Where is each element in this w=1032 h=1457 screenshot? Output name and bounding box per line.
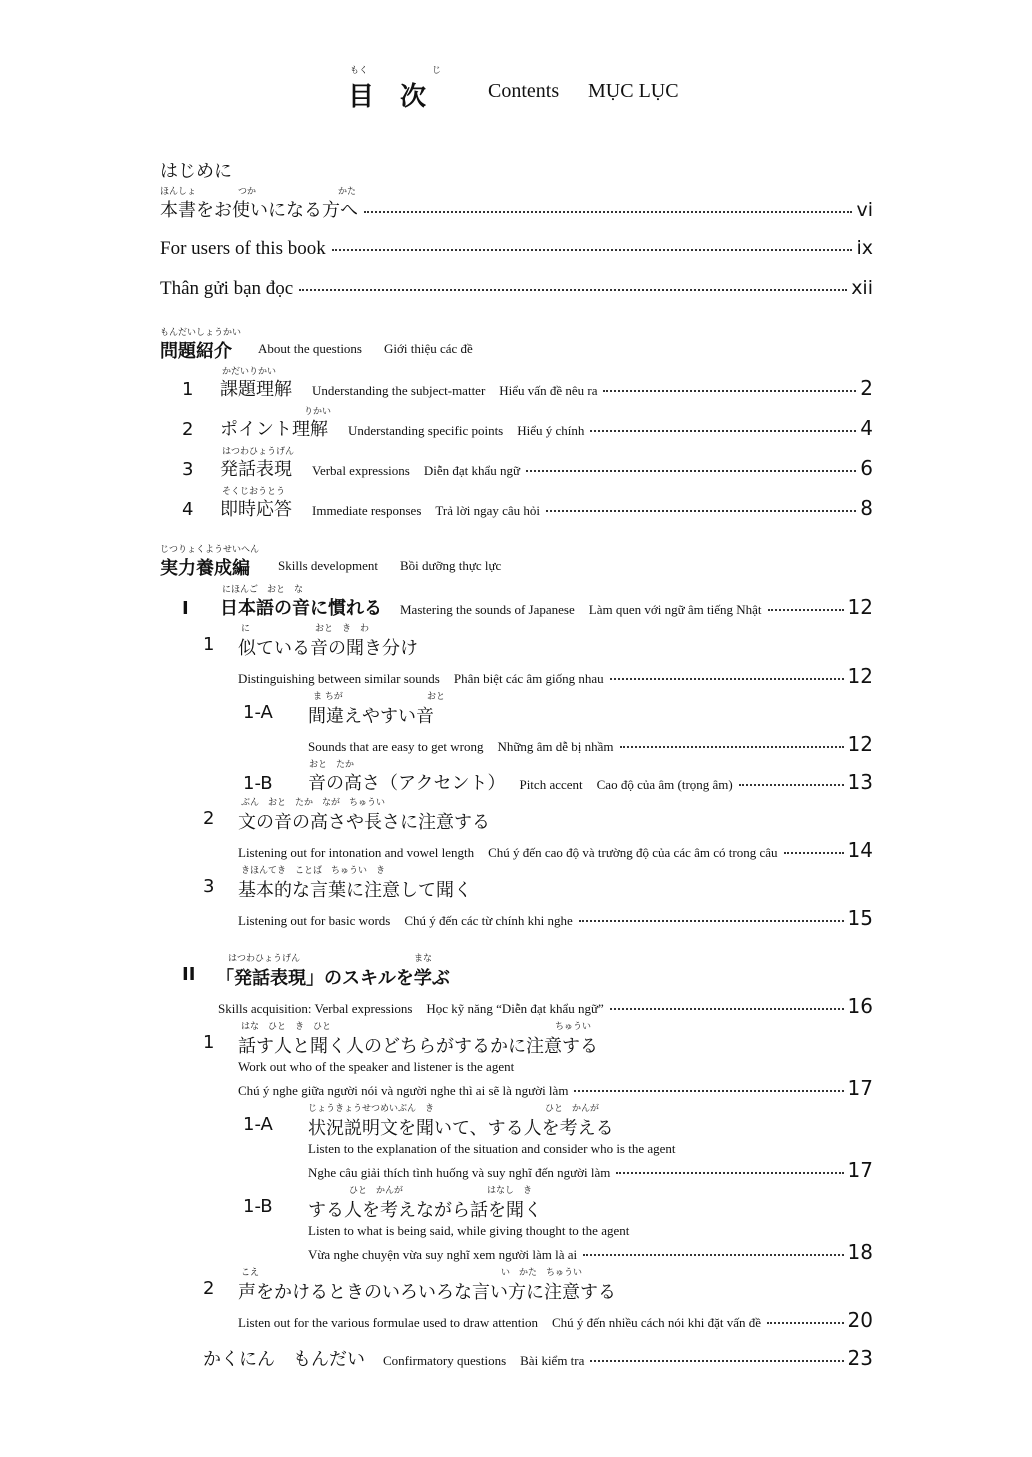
title-ruby-1: もく xyxy=(350,66,369,76)
dot-leader xyxy=(583,1254,843,1256)
ruby: おと き わ xyxy=(315,624,370,634)
entry-vi: Chú ý đến nhiều cách nói khi đặt vấn đề xyxy=(552,1315,762,1330)
entry-desc-line xyxy=(308,1240,873,1264)
entry-en: Listening out for intonation and vowel length xyxy=(238,845,475,860)
entry-vi: Làm quen với ngữ âm tiếng Nhật xyxy=(588,602,762,617)
toc-label: 本書をお使いになる方へ xyxy=(160,200,358,221)
entry-jp: かくにん もんだい xyxy=(203,1349,365,1370)
ruby: まな xyxy=(414,954,433,964)
toc-entry-2-1a[interactable] xyxy=(243,1104,873,1180)
entry-vi: Chú ý đến các từ chính khi nghe xyxy=(404,913,573,928)
page-number: 17 xyxy=(847,1158,873,1182)
entry-number: 1 xyxy=(182,379,194,400)
entry-en: Immediate responses xyxy=(312,503,422,518)
ruby: ひと かんが xyxy=(349,1186,404,1196)
entry-en: Understanding specific points xyxy=(348,423,504,438)
entry-number: 1-B xyxy=(243,773,273,794)
entry-en: Sounds that are easy to get wrong xyxy=(308,739,484,754)
toc-entry-intro-4[interactable] xyxy=(182,487,873,521)
entry-desc-line xyxy=(308,1158,873,1182)
toc-entry-intro-3[interactable] xyxy=(182,447,873,481)
ruby: おと たか xyxy=(309,760,355,770)
entry-en: Listening out for basic words xyxy=(238,913,391,928)
title-ruby-2: じ xyxy=(432,66,442,76)
entry-vi: Vừa nghe chuyện vừa suy nghĩ xem người làm là ai xyxy=(308,1247,578,1262)
page-number: 18 xyxy=(847,1240,873,1264)
entry-number: 2 xyxy=(182,419,194,440)
part-number: I xyxy=(182,598,189,619)
entry-en: Listen out for the various formulae used to draw attention xyxy=(238,1315,539,1330)
dot-leader xyxy=(546,510,856,512)
page-number: 4 xyxy=(860,416,873,440)
dot-leader xyxy=(767,1322,844,1324)
entry-vi: Chú ý nghe giữa người nói và người nghe thì ai sẽ là người làm xyxy=(238,1083,569,1098)
title-jp: 目 次 xyxy=(348,82,427,112)
toc-entry-1-1[interactable] xyxy=(203,624,873,686)
ruby: はな ひと き ひと xyxy=(241,1022,332,1032)
toc-entry-intro-2[interactable] xyxy=(182,407,873,441)
page-number: 2 xyxy=(860,376,873,400)
section-en: About the questions xyxy=(258,341,362,356)
entry-number: 1-A xyxy=(243,702,273,723)
dot-leader xyxy=(590,1360,843,1362)
dot-leader xyxy=(610,1008,844,1010)
dot-leader xyxy=(616,1172,843,1174)
dot-leader xyxy=(610,678,844,680)
entry-en: Pitch accent xyxy=(519,777,583,792)
entry-number: 2 xyxy=(203,808,215,829)
ruby: ほんしょ xyxy=(160,187,197,197)
entry-en: Confirmatory questions xyxy=(383,1353,507,1368)
dot-leader xyxy=(332,249,853,251)
entry-vi: Hiểu vấn đề nêu ra xyxy=(499,383,598,398)
page-number: 8 xyxy=(860,496,873,520)
toc-entry-1-1b[interactable] xyxy=(243,760,873,795)
ruby: じつりょくようせいへん xyxy=(160,545,260,555)
ruby: はつわひょうげん xyxy=(228,954,301,964)
entry-jp: 即時応答 xyxy=(220,499,292,520)
entry-vi: Nghe câu giải thích tình huống và suy nghĩ đến người làm xyxy=(308,1165,611,1180)
dot-leader xyxy=(526,470,856,472)
page-title xyxy=(348,62,768,112)
page-number: 13 xyxy=(847,770,873,794)
dot-leader xyxy=(739,784,844,786)
entry-vi: Diễn đạt khẩu ngữ xyxy=(423,463,521,478)
ruby: こえ xyxy=(241,1268,260,1278)
entry-jp: する人を考えながら話を聞く xyxy=(308,1200,542,1221)
ruby: じょうきょうせつめいぶん き xyxy=(308,1104,435,1114)
dot-leader xyxy=(579,920,844,922)
toc-entry-intro-1[interactable] xyxy=(182,367,873,401)
ruby: かた xyxy=(338,187,357,197)
entry-number: 3 xyxy=(203,876,215,897)
entry-jp: 似ている音の聞き分け xyxy=(238,638,418,659)
section-en: Skills development xyxy=(278,558,379,573)
entry-vi: Cao độ của âm (trọng âm) xyxy=(596,777,733,792)
entry-vi: Hiểu ý chính xyxy=(517,423,585,438)
toc-entry-1-1a[interactable] xyxy=(243,692,873,754)
entry-jp: 発話表現 xyxy=(220,459,292,480)
part-title: 「発話表現」のスキルを学ぶ xyxy=(216,968,450,989)
page-number: xii xyxy=(851,277,873,299)
ruby: ひと かんが xyxy=(545,1104,600,1114)
page-number: 17 xyxy=(847,1076,873,1100)
ruby: そくじおうとう xyxy=(222,487,286,497)
entry-number: 1 xyxy=(203,1032,215,1053)
entry-jp: 文の音の高さや長さに注意する xyxy=(238,812,490,833)
page-number: 16 xyxy=(847,994,873,1018)
toc-entry-preface-jp[interactable] xyxy=(160,187,873,222)
ruby: ぶん おと たか なが ちゅうい xyxy=(241,798,386,808)
entry-vi: Phân biệt các âm giống nhau xyxy=(453,671,604,686)
toc-entry-2-2[interactable] xyxy=(203,1268,873,1330)
entry-en: Distinguishing between similar sounds xyxy=(238,671,440,686)
entry-number: 1-B xyxy=(243,1196,273,1217)
entry-jp: 基本的な言葉に注意して聞く xyxy=(238,880,472,901)
section-heading-skills xyxy=(160,545,760,579)
dot-leader xyxy=(784,852,844,854)
hajimeni: はじめに xyxy=(160,161,232,182)
entry-number: 2 xyxy=(203,1278,215,1299)
toc-label: Thân gửi bạn đọc xyxy=(160,278,294,299)
section-heading-intro xyxy=(160,328,760,362)
ruby: ま ちが xyxy=(313,692,343,702)
dot-leader xyxy=(364,211,852,213)
section-title: 問題紹介 xyxy=(160,341,232,362)
entry-desc-line xyxy=(218,994,873,1018)
toc-entry-preface-vi[interactable] xyxy=(160,277,873,300)
entry-vi: Chú ý đến cao độ và trường độ của các âm có trong câu xyxy=(488,845,778,860)
page-number: 12 xyxy=(847,732,873,756)
entry-en: Listen to the explanation of the situation and consider who is the agent xyxy=(308,1141,676,1156)
entry-en: Understanding the subject-matter xyxy=(312,383,486,398)
ruby: はなし き xyxy=(487,1186,533,1196)
entry-en: Mastering the sounds of Japanese xyxy=(400,602,575,617)
entry-en: Listen to what is being said, while giving thought to the agent xyxy=(308,1223,630,1238)
ruby: きほんてき ことば ちゅうい き xyxy=(241,866,386,876)
dot-leader xyxy=(603,390,856,392)
ruby: りかい xyxy=(304,407,332,417)
page-number: vi xyxy=(856,199,873,221)
entry-en: Verbal expressions xyxy=(312,463,410,478)
ruby: ちゅうい xyxy=(555,1022,592,1032)
entry-number: 3 xyxy=(182,459,194,480)
toc-entry-1-3[interactable] xyxy=(203,866,873,928)
ruby: つか xyxy=(238,187,257,197)
entry-jp: 間違えやすい音 xyxy=(308,706,434,727)
dot-leader xyxy=(574,1090,843,1092)
page-number: 20 xyxy=(847,1308,873,1332)
page-number: 12 xyxy=(847,664,873,688)
entry-desc-line xyxy=(238,906,873,930)
entry-vi: Học kỹ năng “Diễn đạt khẩu ngữ” xyxy=(426,1001,604,1016)
ruby: はつわひょうげん xyxy=(222,447,295,457)
entry-vi: Bài kiểm tra xyxy=(520,1353,585,1368)
section-title: 実力養成編 xyxy=(160,558,250,579)
ruby: にほんご おと な xyxy=(222,585,304,595)
entry-en: Work out who of the speaker and listener is the agent xyxy=(238,1059,515,1074)
ruby: おと xyxy=(427,692,446,702)
page-number: ix xyxy=(856,237,873,259)
entry-jp: 課題理解 xyxy=(220,379,292,400)
page-number: 6 xyxy=(860,456,873,480)
entry-vi: Những âm dễ bị nhầm xyxy=(497,739,614,754)
section-vi: Bồi dưỡng thực lực xyxy=(400,558,502,573)
entry-desc-line xyxy=(308,732,873,756)
entry-number: 1 xyxy=(203,634,215,655)
toc-entry-1-2[interactable] xyxy=(203,798,873,860)
entry-number: 4 xyxy=(182,499,194,520)
ruby: もんだいしょうかい xyxy=(160,328,242,338)
entry-jp: 声をかけるときのいろいろな言い方に注意する xyxy=(238,1282,616,1303)
entry-desc-line xyxy=(238,838,873,862)
page-number: 15 xyxy=(847,906,873,930)
toc-entry-confirm[interactable] xyxy=(203,1345,873,1371)
entry-jp: 音の高さ（アクセント） xyxy=(308,773,506,794)
ruby: かだいりかい xyxy=(222,367,277,377)
dot-leader xyxy=(620,746,844,748)
toc-entry-2-1[interactable] xyxy=(203,1022,873,1098)
ruby: い かた ちゅうい xyxy=(501,1268,583,1278)
dot-leader xyxy=(590,430,856,432)
page-number: 14 xyxy=(847,838,873,862)
part-number: II xyxy=(182,964,196,985)
entry-jp: 状況説明文を聞いて、する人を考える xyxy=(308,1118,614,1139)
toc-entry-part-2[interactable] xyxy=(182,954,873,1016)
entry-desc-line xyxy=(238,1076,873,1100)
title-vi: MỤC LỤC xyxy=(588,80,679,102)
toc-entry-preface-en[interactable] xyxy=(160,237,873,260)
dot-leader xyxy=(768,609,844,611)
entry-jp: ポイント理解 xyxy=(220,419,328,440)
page-number: 12 xyxy=(847,595,873,619)
toc-entry-part-1[interactable] xyxy=(182,585,873,620)
toc-label: For users of this book xyxy=(160,238,326,259)
dot-leader xyxy=(299,289,847,291)
part-title: 日本語の音に慣れる xyxy=(220,598,382,619)
page-number: 23 xyxy=(847,1346,873,1370)
entry-desc-line xyxy=(238,1308,873,1332)
entry-number: 1-A xyxy=(243,1114,273,1135)
entry-jp: 話す人と聞く人のどちらがするかに注意する xyxy=(238,1036,598,1057)
entry-vi: Trả lời ngay câu hỏi xyxy=(435,503,540,518)
toc-entry-2-1b[interactable] xyxy=(243,1186,873,1262)
section-vi: Giới thiệu các đề xyxy=(384,341,473,356)
entry-desc-line xyxy=(238,664,873,688)
ruby: に xyxy=(241,624,251,634)
entry-en: Skills acquisition: Verbal expressions xyxy=(218,1001,413,1016)
title-en: Contents xyxy=(488,80,560,102)
